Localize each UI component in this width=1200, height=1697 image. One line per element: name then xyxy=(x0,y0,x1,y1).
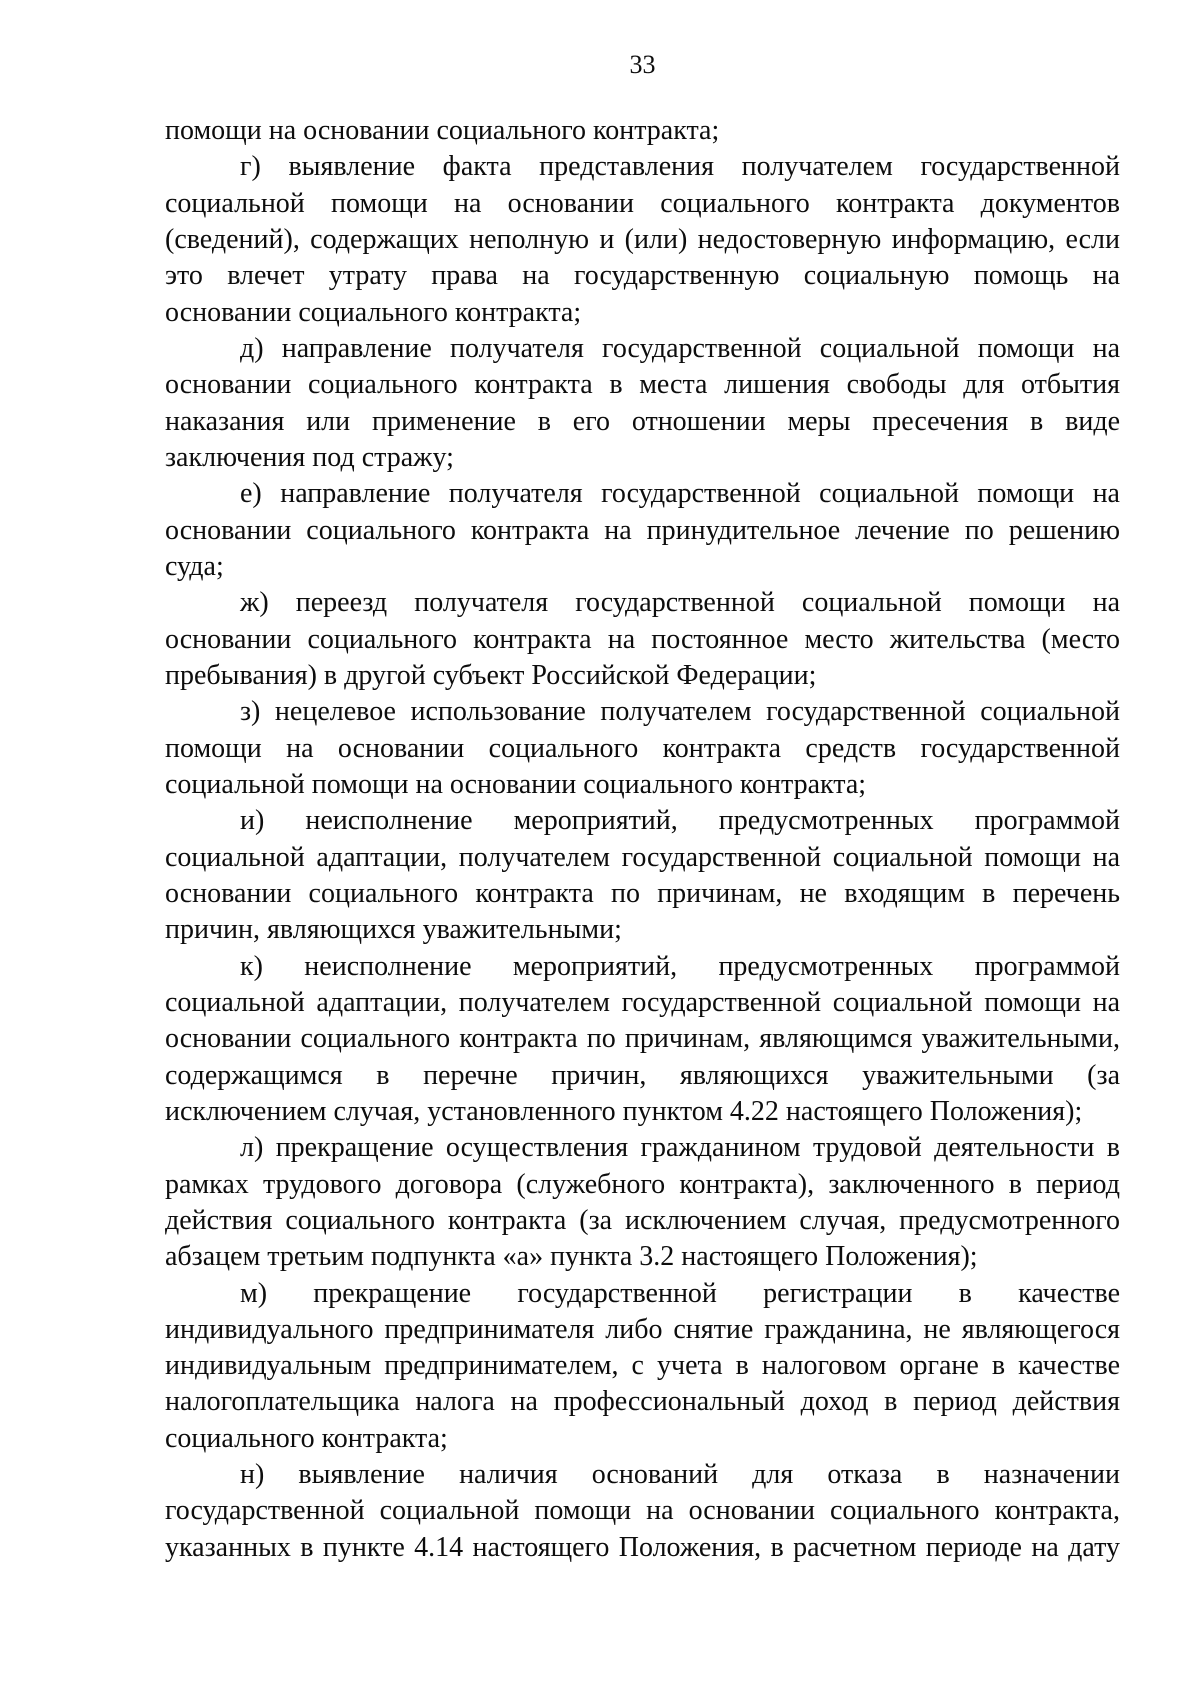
text-line: указанных в пункте 4.14 настоящего Положения, в расчетном периоде на дату xyxy=(165,1531,1120,1563)
text-line: е) направление получателя государственной социальной помощи на xyxy=(240,478,1120,510)
text-line: причин, являющихся уважительными; xyxy=(165,914,622,946)
text-line: наказания или применение в его отношении меры пресечения в виде xyxy=(165,405,1120,437)
text-line: социальной адаптации, получателем государственной социальной помощи на xyxy=(165,986,1120,1018)
text-line: рамках трудового договора (служебного контракта), заключенного в период xyxy=(165,1168,1120,1200)
text-line: социальной помощи на основании социального контракта; xyxy=(165,768,867,800)
paragraph-item-e xyxy=(165,476,1120,585)
text-line: основании социального контракта по причинам, не входящим в перечень xyxy=(165,877,1120,909)
text-line: основании социального контракта на принудительное лечение по решению xyxy=(165,514,1120,546)
text-line: заключения под стражу; xyxy=(165,441,454,473)
text-line: индивидуальным предпринимателем, с учета в налоговом органе в качестве xyxy=(165,1350,1120,1382)
paragraph-item-k xyxy=(165,949,1120,1131)
paragraph-item-d xyxy=(165,331,1120,476)
text-line: основании социального контракта на постоянное место жительства (место xyxy=(165,623,1120,655)
document-body xyxy=(165,113,1120,1566)
text-line: исключением случая, установленного пунктом 4.22 настоящего Положения); xyxy=(165,1095,1083,1127)
paragraph-item-n xyxy=(165,1457,1120,1566)
text-line: это влечет утрату права на государственную социальную помощь на xyxy=(165,260,1120,292)
paragraph-continuation xyxy=(165,113,1120,149)
paragraph-item-i xyxy=(165,803,1120,948)
text-line: к) неисполнение мероприятий, предусмотренных программой xyxy=(240,950,1120,982)
paragraph-item-m xyxy=(165,1276,1120,1458)
text-line: суда; xyxy=(165,550,224,582)
text-line: основании социального контракта; xyxy=(165,296,582,328)
text-line: абзацем третьим подпункта «а» пункта 3.2 настоящего Положения); xyxy=(165,1241,978,1273)
text-line: налогоплательщика налога на профессиональный доход в период действия xyxy=(165,1386,1120,1418)
text-line: действия социального контракта (за исключением случая, предусмотренного xyxy=(165,1204,1120,1236)
text-line: м) прекращение государственной регистрации в качестве xyxy=(240,1277,1120,1309)
text-line: пребывания) в другой субъект Российской Федерации; xyxy=(165,659,817,691)
text-line: г) выявление факта представления получателем государственной xyxy=(240,151,1120,183)
text-line: индивидуального предпринимателя либо снятие гражданина, не являющегося xyxy=(165,1313,1120,1345)
text-line: основании социального контракта в места лишения свободы для отбытия xyxy=(165,369,1120,401)
paragraph-item-z xyxy=(165,694,1120,803)
page-number: 33 xyxy=(629,50,656,79)
text-line: л) прекращение осуществления гражданином трудовой деятельности в xyxy=(240,1132,1120,1164)
text-line: помощи на основании социального контракта средств государственной xyxy=(165,732,1120,764)
text-line: социальной адаптации, получателем государственной социальной помощи на xyxy=(165,841,1120,873)
text-line: основании социального контракта по причинам, являющимся уважительными, xyxy=(165,1023,1120,1055)
text-line: социальной помощи на основании социального контракта документов xyxy=(165,187,1120,219)
text-line: (сведений), содержащих неполную и (или) недостоверную информацию, если xyxy=(165,223,1120,255)
text-line: государственной социальной помощи на основании социального контракта, xyxy=(165,1495,1120,1527)
text-line: и) неисполнение мероприятий, предусмотренных программой xyxy=(240,805,1120,837)
paragraph-item-g xyxy=(165,149,1120,331)
text-line: ж) переезд получателя государственной социальной помощи на xyxy=(240,587,1120,619)
text-line: з) нецелевое использование получателем государственной социальной xyxy=(240,696,1120,728)
text-line: содержащимся в перечне причин, являющихся уважительными (за xyxy=(165,1059,1120,1091)
text-line: социального контракта; xyxy=(165,1422,448,1454)
paragraph-item-l xyxy=(165,1130,1120,1275)
text-line: д) направление получателя государственной социальной помощи на xyxy=(240,332,1120,364)
paragraph-item-zh xyxy=(165,585,1120,694)
text-line: помощи на основании социального контракта; xyxy=(165,115,720,146)
text-line: н) выявление наличия оснований для отказа в назначении xyxy=(240,1459,1120,1491)
